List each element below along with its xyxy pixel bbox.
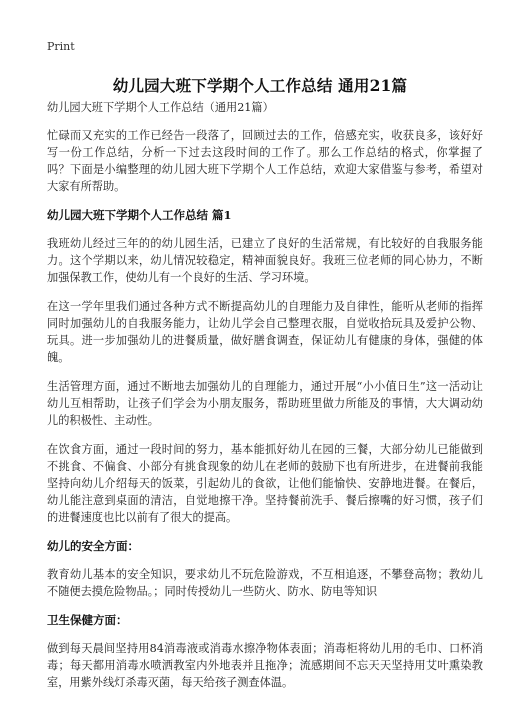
print-label[interactable]: Print bbox=[47, 40, 75, 53]
paragraph-4: 在饮食方面，通过一段时间的努力，基本能抓好幼儿在园的三餐，大部分幼儿已能做到不挑食、不偏食、小部分有挑食现象的幼儿在老师的鼓励下也有所进步，在进餐前我能坚持向幼儿介绍每天的饭菜，引起幼儿的食欲，让他们能愉快、安静地进餐。在餐后，幼儿能注意到桌面的清洁，自觉地擦干净。坚持餐前洗手、餐后擦嘴的好习惯，孩子们的进餐速度也比以前有了很大的提高。 bbox=[47, 443, 483, 524]
section-heading-1: 幼儿园大班下学期个人工作总结 篇1 bbox=[47, 208, 232, 222]
document-subtitle: 幼儿园大班下学期个人工作总结（通用21篇） bbox=[47, 101, 274, 114]
paragraph-5: 教育幼儿基本的安全知识，要求幼儿不玩危险游戏，不互相追逐，不攀登高物；教幼儿不随便去摸危险物品。；同时传授幼儿一些防火、防水、防电等知识 bbox=[47, 568, 483, 598]
paragraph-6: 做到每天晨间坚持用84消毒液或消毒水擦净物体表面；消毒柜将幼儿用的毛巾、口杯消毒；每天都用消毒水喷洒教室内外地表并且拖净；流感期间不忘天天坚持用艾叶熏染教室，用紫外线灯杀毒灭菌，每天给孩子测查体温。 bbox=[47, 642, 483, 689]
intro-paragraph: 忙碌而又充实的工作已经告一段落了，回顾过去的工作，倍感充实，收获良多，该好好写一份工作总结，分析一下过去这段时间的工作了。那么工作总结的格式，你掌握了吗？下面是小编整理的幼儿园大班下学期个人工作总结，欢迎大家借鉴与参考，希望对大家有所帮助。 bbox=[47, 129, 483, 193]
paragraph-2: 在这一学年里我们通过各种方式不断提高幼儿的自理能力及自律性，能听从老师的指挥同时加强幼儿的自我服务能力，让幼儿学会自己整理衣服，自觉收拾玩具及爱护公物、玩具。进一步加强幼儿的进餐质量，做好膳食调查，保证幼儿有健康的身体，强健的体魄。 bbox=[47, 300, 483, 364]
paragraph-1: 我班幼儿经过三年的的幼儿园生活，已建立了良好的生活常规，有比较好的自我服务能力。这个学期以来，幼儿情况较稳定，精神面貌良好。我班三位老师的同心协力，不断加强保教工作，使幼儿有一个良好的生活、学习环境。 bbox=[47, 237, 483, 284]
health-heading: 卫生保健方面： bbox=[47, 613, 128, 627]
document-body bbox=[47, 99, 483, 703]
paragraph-3: 生活管理方面，通过不断地去加强幼儿的自理能力，通过开展“小小值日生”这一活动让幼儿互相帮助，让孩子们学会为小朋友服务，帮助班里做力所能及的事情，大大调动幼儿的积极性、主动性。 bbox=[47, 380, 483, 427]
document-title: 幼儿园大班下学期个人工作总结 通用21篇 bbox=[112, 76, 408, 96]
safety-heading: 幼儿的安全方面： bbox=[47, 539, 139, 553]
